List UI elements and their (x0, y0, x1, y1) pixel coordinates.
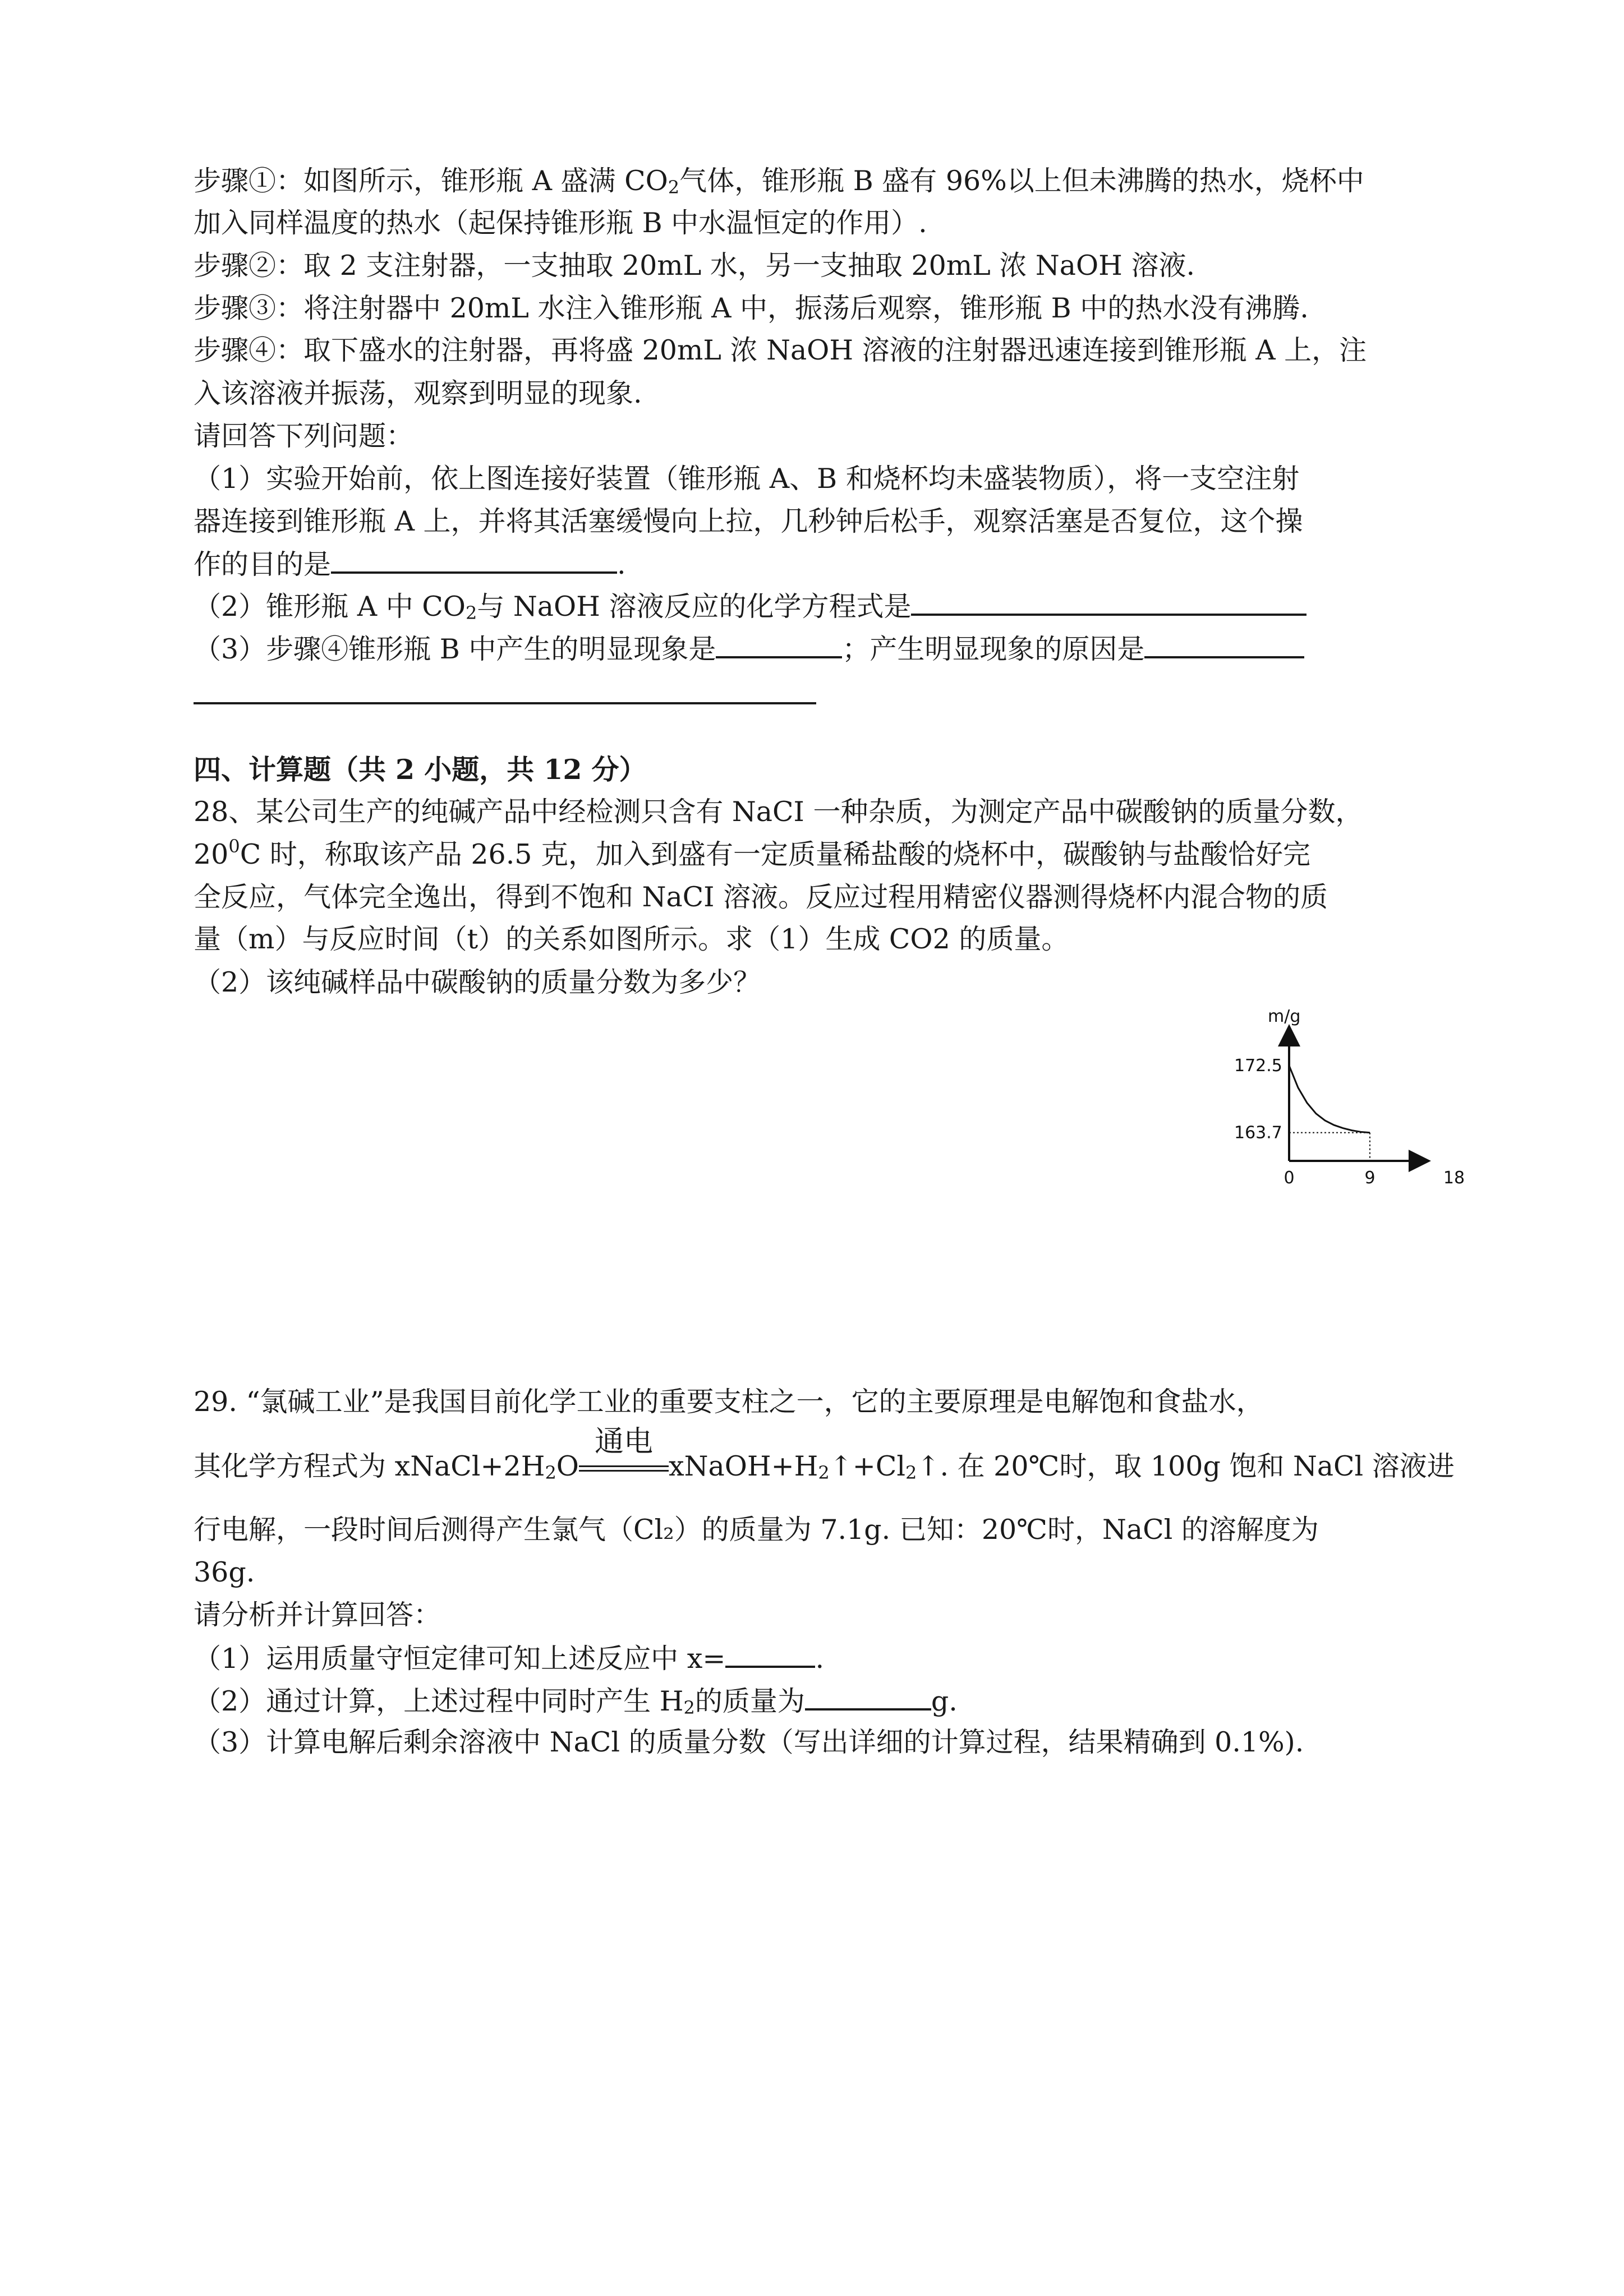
q29-line3: 行电解，一段时间后测得产生氯气（Cl₂）的质量为 7.1g. 已知：20℃时，NaCl 的溶解度为 (194, 1514, 1319, 1546)
q29-line5: 请分析并计算回答： (194, 1599, 441, 1631)
q29-equation-line (194, 1425, 1455, 1483)
q29-eq-line-bottom (579, 1470, 669, 1472)
y-tick-label: 163.7 (1234, 1123, 1282, 1143)
q29-eq-condition (579, 1425, 669, 1483)
chart-marks (1234, 1056, 1465, 1188)
chart-y-axis-label: m/g (1268, 1007, 1301, 1026)
q29-part1-text: （1）运用质量守恒定律可知上述反应中 x= (194, 1643, 726, 1675)
q27-part1-text: 作的目的是 (194, 548, 332, 580)
x-tick-label: 18 (1443, 1168, 1465, 1188)
q29-eq-sub1: 2 (545, 1462, 556, 1483)
x-tick-label: 0 (1283, 1168, 1295, 1188)
q29-eq-rest: ↑. 在 20℃时，取 100g 饱和 NaCl 溶液进 (917, 1450, 1455, 1482)
q28-line3: 全反应，气体完全逸出，得到不饱和 NaCI 溶液。反应过程用精密仪器测得烧杯内混合物的质 (194, 881, 1328, 913)
q27-part1-line1: （1）实验开始前，依上图连接好装置（锥形瓶 A、B 和烧杯均未盛装物质），将一支空注射 (194, 463, 1300, 495)
q27-part2-answer-blank[interactable] (911, 589, 1306, 616)
q29-part3: （3）计算电解后剩余溶液中 NaCl 的质量分数（写出详细的计算过程，结果精确到 0.1%). (194, 1726, 1304, 1758)
q28-line2 (194, 838, 1310, 872)
q27-part3-reason-blank-line2[interactable] (194, 702, 816, 704)
x-tick-label: 9 (1364, 1168, 1375, 1188)
q27-part2 (194, 589, 1306, 624)
q27-step1-sub: 2 (668, 177, 680, 198)
q27-part3-phenomenon-blank[interactable] (716, 631, 842, 658)
q29-part1-period: . (815, 1643, 825, 1675)
q28-degree-sup: 0 (228, 836, 240, 857)
q29-eq-sub3: 2 (905, 1462, 917, 1483)
q27-part2-sub: 2 (465, 602, 477, 624)
q29-eq-line-top (579, 1465, 669, 1467)
q29-part2-sub: 2 (683, 1697, 695, 1718)
mass-time-chart (1223, 1004, 1481, 1189)
q27-step1-text-b: 气体，锥形瓶 B 盛有 96%以上但未沸腾的热水，烧杯中 (679, 165, 1364, 197)
q29-part2 (194, 1684, 958, 1718)
q29-part2-text-a: （2）通过计算，上述过程中同时产生 H (194, 1685, 684, 1717)
q27-step1-text-a: 步骤①：如图所示，锥形瓶 A 盛满 CO (194, 165, 668, 197)
q29-part2-unit: g. (931, 1685, 958, 1717)
y-tick-label: 172.5 (1234, 1056, 1282, 1076)
q29-part2-text-b: 的质量为 (694, 1685, 805, 1717)
q29-part1-answer-blank[interactable] (725, 1641, 815, 1668)
section4-heading: 四、计算题（共 2 小题，共 12 分） (194, 753, 647, 786)
q27-part3-text-a: （3）步骤④锥形瓶 B 中产生的明显现象是 (194, 633, 716, 665)
q27-prompt: 请回答下列问题： (194, 420, 414, 452)
q28-line1: 28、某公司生产的纯碱产品中经检测只含有 NaCI 一种杂质，为测定产品中碳酸钠的质量分数， (194, 796, 1363, 828)
q29-part1 (194, 1641, 824, 1676)
q27-part2-text-b: 与 NaOH 溶液反应的化学方程式是 (477, 591, 912, 623)
q28-line2-text: C 时，称取该产品 26.5 克，加入到盛有一定质量稀盐酸的烧杯中，碳酸钠与盐酸恰好完 (240, 838, 1311, 870)
q29-eq-products-b: ↑+Cl (829, 1450, 906, 1482)
q27-part3-text-b: ；产生明显现象的原因是 (842, 633, 1145, 665)
q27-part1-period: . (617, 548, 626, 580)
q27-step4-line1: 步骤④：取下盛水的注射器，再将盛 20mL 浓 NaOH 溶液的注射器迅速连接到锥形瓶 A 上，注 (194, 334, 1367, 366)
q29-part2-answer-blank[interactable] (805, 1684, 931, 1711)
q27-part1-answer-blank[interactable] (331, 547, 617, 574)
q27-step4-line2: 入该溶液并振荡，观察到明显的现象. (194, 377, 642, 409)
q27-part2-text-a: （2）锥形瓶 A 中 CO (194, 591, 466, 623)
q29-eq-reactants: 其化学方程式为 xNaCl+2H (194, 1450, 545, 1482)
q27-part3 (194, 631, 1304, 666)
q29-line1: 29. “氯碱工业”是我国目前化学工业的重要支柱之一，它的主要原理是电解饱和食盐水， (194, 1386, 1264, 1418)
q27-part3-reason-blank[interactable] (1144, 631, 1304, 658)
q29-eq-water-o: O (556, 1450, 579, 1482)
q27-step2: 步骤②：取 2 支注射器，一支抽取 20mL 水，另一支抽取 20mL 浓 NaOH 溶液. (194, 250, 1195, 282)
q27-step1-line2: 加入同样温度的热水（起保持锥形瓶 B 中水温恒定的作用）. (194, 207, 927, 239)
q27-part1-line2: 器连接到锥形瓶 A 上，并将其活塞缓慢向上拉，几秒钟后松手，观察活塞是否复位，这个操 (194, 505, 1303, 537)
q28-line5: （2）该纯碱样品中碳酸钠的质量分数为多少？ (194, 966, 761, 998)
q29-eq-condition-text: 通电 (594, 1425, 653, 1459)
q27-step3: 步骤③：将注射器中 20mL 水注入锥形瓶 A 中，振荡后观察，锥形瓶 B 中的热水没有沸腾. (194, 292, 1309, 324)
q28-line4: 量（m）与反应时间（t）的关系如图所示。求（1）生成 CO2 的质量。 (194, 923, 1069, 955)
q28-temp-value: 20 (194, 838, 229, 870)
q27-part1-line3 (194, 547, 626, 582)
q29-eq-sub2: 2 (818, 1462, 830, 1483)
q27-step1-line1 (194, 164, 1364, 198)
mass-curve (1289, 1066, 1370, 1133)
q29-line4: 36g. (194, 1556, 255, 1588)
q29-eq-products-a: xNaOH+H (668, 1450, 818, 1482)
